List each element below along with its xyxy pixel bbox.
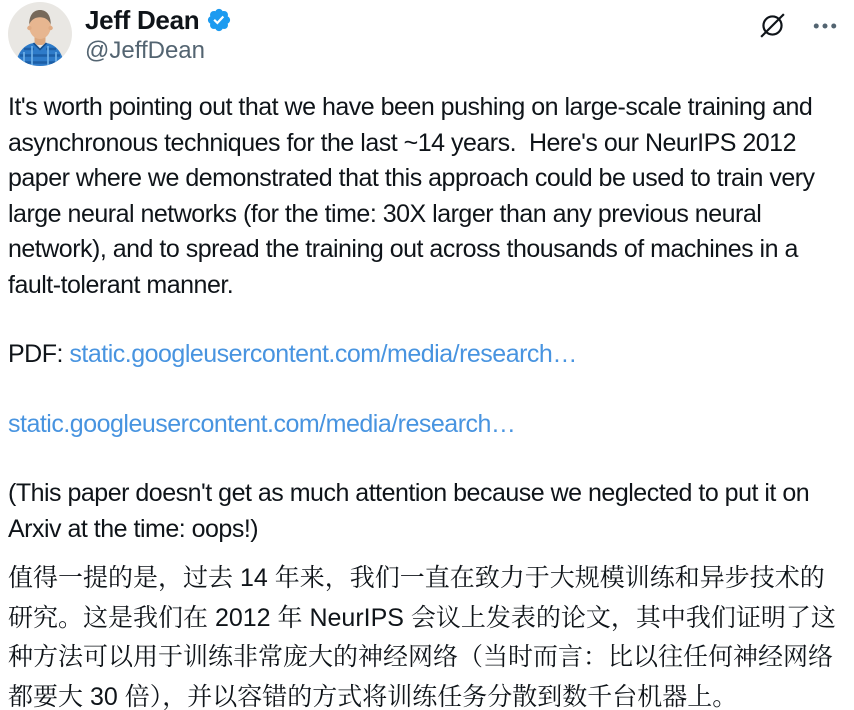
tweet-pdf-line xyxy=(8,337,840,373)
tweet-body xyxy=(0,90,854,710)
grok-icon[interactable] xyxy=(757,10,788,41)
avatar-image xyxy=(8,2,72,66)
tweet-text-main: It's worth pointing out that we have been pushing on large-scale training and asynchronous techniques for the last ~14 years. Here's our NeurIPS 2012 paper where we demonstrated that this approach could be used to train very large neural networks (for the time: 30X larger than any previous neural network), and to spread the training out across thousands of machines in a fault-tolerant manner. xyxy=(8,93,822,299)
paper-link[interactable]: static.googleusercontent.com/media/research… xyxy=(8,409,516,438)
tweet-note: (This paper doesn't get as much attention because we neglected to put it on Arxiv at the time: oops!) xyxy=(8,479,815,543)
verified-badge-icon xyxy=(206,7,232,33)
display-name[interactable]: Jeff Dean xyxy=(85,5,200,35)
tweet-translation-zh: 值得一提的是，过去 14 年来，我们一直在致力于大规模训练和异步技术的研究。这是我们在 2012 年 NeurIPS 会议上发表的论文，其中我们证明了这种方法可以用于训练非常庞大的神经网络（当时而言：比以往任何神经网络都要大 30 倍），并以容错的方式将训练任务分散到数千台机器上。 xyxy=(8,564,836,710)
pdf-label: PDF: xyxy=(8,340,70,368)
tweet-second-link-line xyxy=(8,407,840,443)
pdf-link[interactable]: static.googleusercontent.com/media/research… xyxy=(69,340,577,368)
header-actions xyxy=(757,2,840,41)
avatar[interactable] xyxy=(8,2,72,66)
tweet-header xyxy=(0,0,854,66)
user-handle[interactable]: @JeffDean xyxy=(85,37,205,64)
more-options-icon[interactable] xyxy=(810,11,840,41)
user-identity xyxy=(85,2,232,65)
